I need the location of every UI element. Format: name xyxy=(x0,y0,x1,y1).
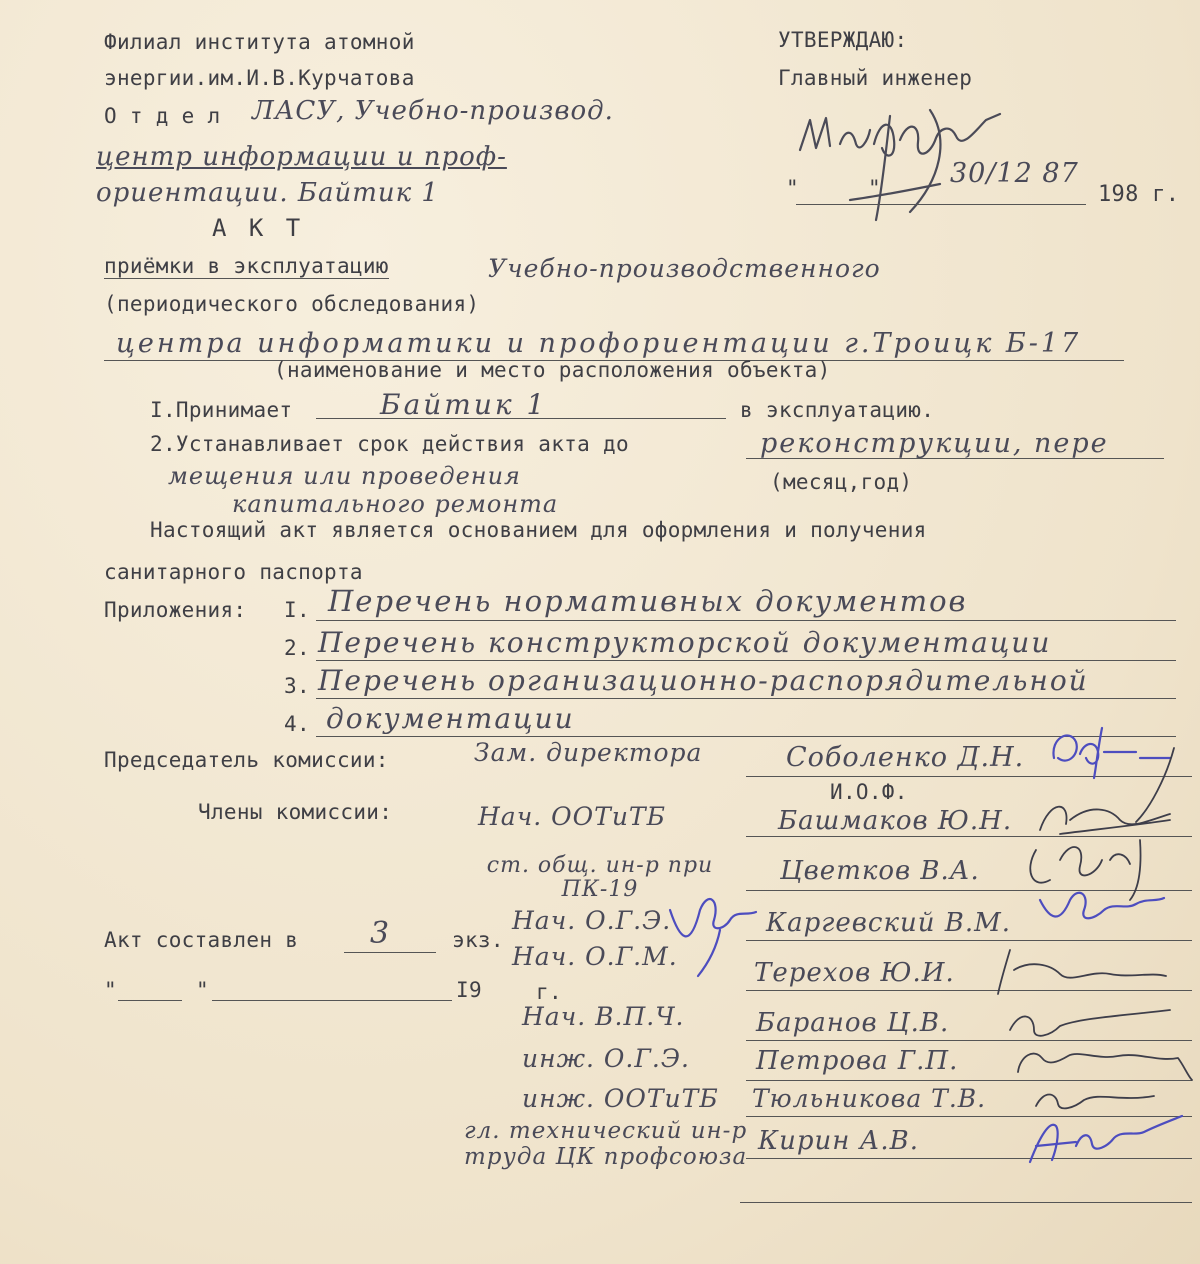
appendix-num-4: 4. xyxy=(284,712,310,736)
item2-caption: (месяц,год) xyxy=(770,470,913,494)
appendix-item-1: Перечень нормативных документов xyxy=(328,584,968,618)
footer-year-prefix: I9 xyxy=(456,978,482,1002)
appendices-label: Приложения: xyxy=(104,598,247,622)
appendix-num-2: 2. xyxy=(284,636,310,660)
copies-hand: 3 xyxy=(370,916,391,951)
footer-month-line xyxy=(212,1000,452,1001)
item2-line xyxy=(746,458,1164,459)
member-name-2: Цветков В.А. xyxy=(780,856,980,886)
dept-hand-line-1: ЛАСУ, Учебно-производ. xyxy=(252,96,614,126)
approve-date-line xyxy=(796,204,1086,205)
dept-hand-line-3: ориентации. Байтик 1 xyxy=(96,178,439,208)
basis-line-2: санитарного паспорта xyxy=(104,560,363,584)
member-role-3: Нач. О.Г.Э. xyxy=(512,906,672,935)
appendix-item-3: Перечень организационно-распорядительной xyxy=(318,664,1089,697)
appendix-num-3: 3. xyxy=(284,674,310,698)
appendix-line-3 xyxy=(316,698,1176,699)
member-name-6: Петрова Г.П. xyxy=(756,1046,959,1076)
org-line-2: энергии.им.И.В.Курчатова xyxy=(104,66,415,90)
item2-hand-b: мещения или проведения xyxy=(168,462,521,490)
approve-label: УТВЕРЖДАЮ: xyxy=(778,28,908,52)
chair-label: Председатель комиссии: xyxy=(104,748,389,772)
appendix-num-1: I. xyxy=(284,598,310,622)
fio-caption: И.О.Ф. xyxy=(830,780,908,804)
copies-label: Акт составлен в xyxy=(104,928,299,952)
item1-label: I.Принимает xyxy=(150,398,293,422)
member-role-5: Нач. В.П.Ч. xyxy=(522,1002,685,1031)
item1-suffix: в эксплуатацию. xyxy=(740,398,935,422)
approver-role: Главный инженер xyxy=(778,66,973,90)
appendix-item-2: Перечень конструкторской документации xyxy=(318,626,1052,659)
appendix-item-4: документации xyxy=(326,702,575,735)
chair-name-hand: Соболенко Д.Н. xyxy=(786,742,1025,773)
acceptance-label: приёмки в эксплуатацию xyxy=(104,254,389,278)
appendix-line-2 xyxy=(316,660,1176,661)
dept-hand-line-2: центр информации и проф- xyxy=(96,142,507,172)
member-role-6: инж. О.Г.Э. xyxy=(522,1044,690,1073)
approve-date-hand: 30/12 87 xyxy=(950,158,1079,189)
member-role-8: гл. технический ин-р труда ЦК профсоюза xyxy=(464,1118,748,1170)
periodic-label: (периодического обследования) xyxy=(104,292,480,316)
member-signature-4 xyxy=(990,940,1170,1000)
member-name-5: Баранов Ц.В. xyxy=(756,1008,950,1038)
object-hand: центра информатики и профориентации г.Троицк Б-17 xyxy=(116,328,1082,359)
org-line-1: Филиал института атомной xyxy=(104,30,415,54)
dept-label: О т д е л xyxy=(104,104,221,128)
member-line-9 xyxy=(740,1202,1192,1203)
member-name-7: Тюльникова Т.В. xyxy=(752,1084,987,1113)
member-name-4: Терехов Ю.И. xyxy=(754,958,955,988)
member-role-4: Нач. О.Г.М. xyxy=(512,942,678,971)
member-name-3: Каргевский В.М. xyxy=(766,908,1012,938)
member-signature-6 xyxy=(1008,1036,1198,1086)
object-caption: (наименование и место расположения объекта) xyxy=(274,358,831,382)
copies-line xyxy=(344,952,436,953)
footer-year-suffix: г. xyxy=(536,980,562,1004)
member-signature-8 xyxy=(1016,1106,1186,1176)
member-signature-3b xyxy=(1030,880,1170,940)
member-role-1: Нач. ООТиТБ xyxy=(478,802,666,831)
members-label: Члены комиссии: xyxy=(198,800,393,824)
approve-year: 198 г. xyxy=(1098,182,1180,207)
member-role-2: ст. общ. ин-р при ПК-19 xyxy=(486,853,714,902)
footer-day-line xyxy=(118,1000,182,1001)
member-name-1: Башмаков Ю.Н. xyxy=(778,806,1013,836)
item1-hand: Байтик 1 xyxy=(380,388,548,421)
member-name-8: Кирин А.В. xyxy=(758,1126,919,1156)
basis-line-1: Настоящий акт является основанием для оформления и получения xyxy=(150,518,927,542)
approve-quote-open: " xyxy=(786,176,799,200)
footer-quote-a: " xyxy=(104,978,117,1002)
appendix-line-1 xyxy=(316,620,1176,621)
footer-quote-b: " xyxy=(196,978,209,1002)
member-role-7: инж. ООТиТБ xyxy=(522,1084,719,1113)
copies-suffix: экз. xyxy=(452,928,504,952)
act-title: А К Т xyxy=(212,214,305,242)
item1-line xyxy=(316,418,726,419)
chair-role-hand: Зам. директора xyxy=(474,738,703,767)
item2-hand-c: капитального ремонта xyxy=(232,490,559,518)
acceptance-hand: Учебно-производственного xyxy=(488,254,881,283)
approve-quote-close: " xyxy=(868,176,881,200)
item2-hand-a: реконструкции, пере xyxy=(760,428,1109,459)
item2-label: 2.Устанавливает срок действия акта до xyxy=(150,432,629,456)
